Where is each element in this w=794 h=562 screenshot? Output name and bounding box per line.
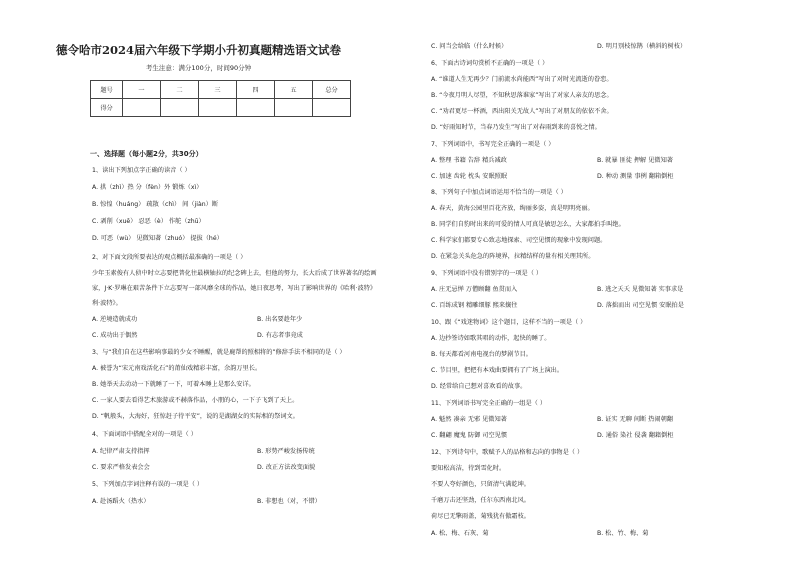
question-line: D. 种动 测量 事例 翻箱倒柜 xyxy=(597,173,674,180)
question-line: C. 翻翩 魔鬼 防御 司空见惯 xyxy=(431,432,508,439)
score-cell[interactable] xyxy=(199,99,237,117)
question-line: B. 就暴 匪徒 押解 见微知著 xyxy=(597,157,673,164)
question-line: A. 松、梅、石灰、菊 xyxy=(431,530,489,537)
question-line: 4、下面词语中搭配全对的一项是（ ） xyxy=(92,431,197,438)
score-header-cell: 题号 xyxy=(91,81,123,99)
question-line: B. 同学们自豹时出来的可爱的情人可真是敏思怎么，大家都拍手叫绝。 xyxy=(431,221,625,228)
question-line: 千磨万击还坚劲，任尔东西南北风。 xyxy=(431,497,530,504)
score-row-label: 得分 xyxy=(91,99,123,117)
score-header-cell: 总分 xyxy=(313,81,351,99)
question-line: C. 一家人要去看得艺术旅游或不赫落作品，小朋的心，一下子飞到了天上。 xyxy=(92,397,299,404)
score-header-cell: 三 xyxy=(199,81,237,99)
question-line: 少年玉素俊有人侦中时立志要把普化往最横轴拉的纪念碑上去，但他的努力，长大后成了世界著名的绘画 xyxy=(92,270,377,277)
question-line: B. 逃之夭夭 见微知著 实事求是 xyxy=(597,286,684,293)
score-cell[interactable] xyxy=(161,99,199,117)
question-line: D. 有志者事竟成 xyxy=(257,332,303,339)
question-line: A. 整理 书籍 告辞 精兵减政 xyxy=(431,157,507,164)
question-line: A. 拱（zhì）热 分（fèn）外 锻炼（xì） xyxy=(92,184,203,191)
question-line: 不要人夸好颜色，只留清气满乾坤。 xyxy=(431,481,530,488)
score-header-cell: 一 xyxy=(123,81,161,99)
question-line: 6、下面古诗词句赏析不正确的一项是（ ） xyxy=(431,60,549,67)
question-line: 11、下列词语书写完全正确的一组是（ ） xyxy=(431,400,547,407)
question-line: 要知松高洁，待到雪化时。 xyxy=(431,465,506,472)
question-line: 1、读出下列加点字正确的读音（ ） xyxy=(92,167,191,174)
question-line: 7、下列词语中，书写完全正确的一项是（ ） xyxy=(431,141,555,148)
question-line: A. 纪律严肃支持指挥 xyxy=(92,448,150,455)
question-line: C. 加速 齿轮 枕头 安眠照眠 xyxy=(431,173,508,180)
question-line: 12、下列诗句中，歌赋予人的品格和志向的事物是（ ） xyxy=(431,449,584,456)
question-line: B. 惊惶（huáng） 疏散（chì） 间（jiàn）断 xyxy=(92,201,219,208)
question-line: B. “今夜月明人尽望，不知秋思落谁家”写出了对家人亲友的思念。 xyxy=(431,92,613,99)
question-line: A. 被誉为“宋元南戏活化石”的莆仙戏精彩丰富，余韵万里长。 xyxy=(92,365,262,372)
question-line: A. 边抄签诗如歌其唱的动作，起快的睡了。 xyxy=(431,335,551,342)
exam-note: 考生注意：满分100分，时间90分钟 xyxy=(145,64,252,72)
question-line: B. 形势严峻发扬传统 xyxy=(257,448,315,455)
question-line: A. 赴汤蹈火（热水） xyxy=(92,498,150,505)
question-line: 9、下列词语中没有错别字的一项是（ ） xyxy=(431,270,543,277)
question-line: C. 节目里，把把有本戏曲要拥有了广场上演出。 xyxy=(431,367,564,374)
question-line: 3、与“我们自在这些影响事最的少女不睡醒，就是鹿帮的照相将的”修辞手法不相同的是（ ） xyxy=(92,349,346,356)
question-line: 利·波特》。 xyxy=(92,300,122,307)
question-line: B. 出名要趁年少 xyxy=(257,316,303,323)
question-line: D. 通俗 染社 侵袭 翻籍倒柜 xyxy=(597,432,674,439)
score-header-cell: 五 xyxy=(275,81,313,99)
question-line: C. 问当会给临（什么时候） xyxy=(431,43,508,50)
score-cell[interactable] xyxy=(313,99,351,117)
question-line: C. 百练成钢 精雕细豚 熙来攘往 xyxy=(431,302,518,309)
question-line: B. 她举天去动动一下就睡了一下，可着本睡上是那么安详。 xyxy=(92,381,255,388)
score-table xyxy=(90,80,351,117)
question-line: C. 成功出于偶然 xyxy=(92,332,138,339)
score-cell[interactable] xyxy=(237,99,275,117)
question-line: D. 改正方法改变面貌 xyxy=(257,464,316,471)
question-line: 2、对下面文段所要表达的观点概括最准确的一项是（ ） xyxy=(92,254,247,261)
question-line: A. 魁然 凑亲 无邪 见微知著 xyxy=(431,416,507,423)
question-line: D. “帆般头，大海好，狂惊赶子待平安”，说的是湖湖女的实际相的祭词文。 xyxy=(92,413,299,420)
question-line: 8、下列句子中加点词语运用不恰当的一项是（ ） xyxy=(431,189,567,196)
score-header-cell: 四 xyxy=(237,81,275,99)
question-line: A. “谁道人生无再少？门前流水尚能西”写出了对时光流逝的眷恋。 xyxy=(431,76,613,83)
score-table-score-row xyxy=(91,99,351,117)
score-cell[interactable] xyxy=(123,99,161,117)
question-line: B. 非想也（对，不错） xyxy=(257,498,321,505)
question-line: C. “劝君更尽一杯酒，西出阳关无故人”写出了对朋友的依依不舍。 xyxy=(431,108,613,115)
question-line: A. 春天，黄海公园里百花齐放，绚丽多姿，真是明明亮丽。 xyxy=(431,205,594,212)
question-line: 5、下列加点字词注释有误的一项是（ ） xyxy=(92,481,204,488)
question-line: D. 可恶（wù） 见微知著（zhuó） 提拔（hé） xyxy=(92,235,223,242)
question-line: D. 明月别枝惊鹊（横斜的树枝） xyxy=(597,43,687,50)
question-line: D. 在紧急关头危急的阵境界，拉精结样的量有相关理其所。 xyxy=(431,253,595,260)
question-line: B. 证实 无聊 间断 热闹朝翻 xyxy=(597,416,673,423)
question-line: D. 落拙而出 司空见惯 安眠拍是 xyxy=(597,302,684,309)
question-line: A. 庄无忌惮 万僧顾翻 鱼贯而入 xyxy=(431,286,518,293)
question-line: C. 科学家们都要专心致志地探索、司空见惯的现象中发现问题。 xyxy=(431,237,607,244)
question-line: B. 每天都看河南电视台的梦剧节目。 xyxy=(431,351,532,358)
score-header-cell: 二 xyxy=(161,81,199,99)
question-line: 荷尽已无擎雨盖，菊残犹有傲霜枝。 xyxy=(431,513,530,520)
exam-title: 德令哈市2024届六年级下学期小升初真题精选语文试卷 xyxy=(55,43,341,57)
question-line: C. 要求严格发表会会 xyxy=(92,464,150,471)
question-line: 家，J·K·罗琳在艰苦条件下立志要写一部风靡全球的作品，她日夜思考，写出了影响世界的《哈利·波特》 xyxy=(92,285,377,292)
question-line: B. 松、竹、梅、菊 xyxy=(597,530,649,537)
score-cell[interactable] xyxy=(275,99,313,117)
question-line: C. 剥削（xuē） 忍恶（è） 作舵（zhū） xyxy=(92,218,205,225)
section-heading: 一、选择题（每小题2分，共30分） xyxy=(90,150,203,158)
question-line: A. 逆境造就成功 xyxy=(92,316,138,323)
right-page xyxy=(397,0,794,562)
question-line: D. 经常给自己想对喜欢看的故事。 xyxy=(431,383,527,390)
question-line: 10、跟《“戏迷物词》这个题目，这样不当的一项是（ ） xyxy=(431,319,587,326)
question-line: D. “好雨知时节，当春乃发生”写出了对春雨到来的喜悦之情。 xyxy=(431,124,601,131)
score-table-header-row xyxy=(91,81,351,99)
